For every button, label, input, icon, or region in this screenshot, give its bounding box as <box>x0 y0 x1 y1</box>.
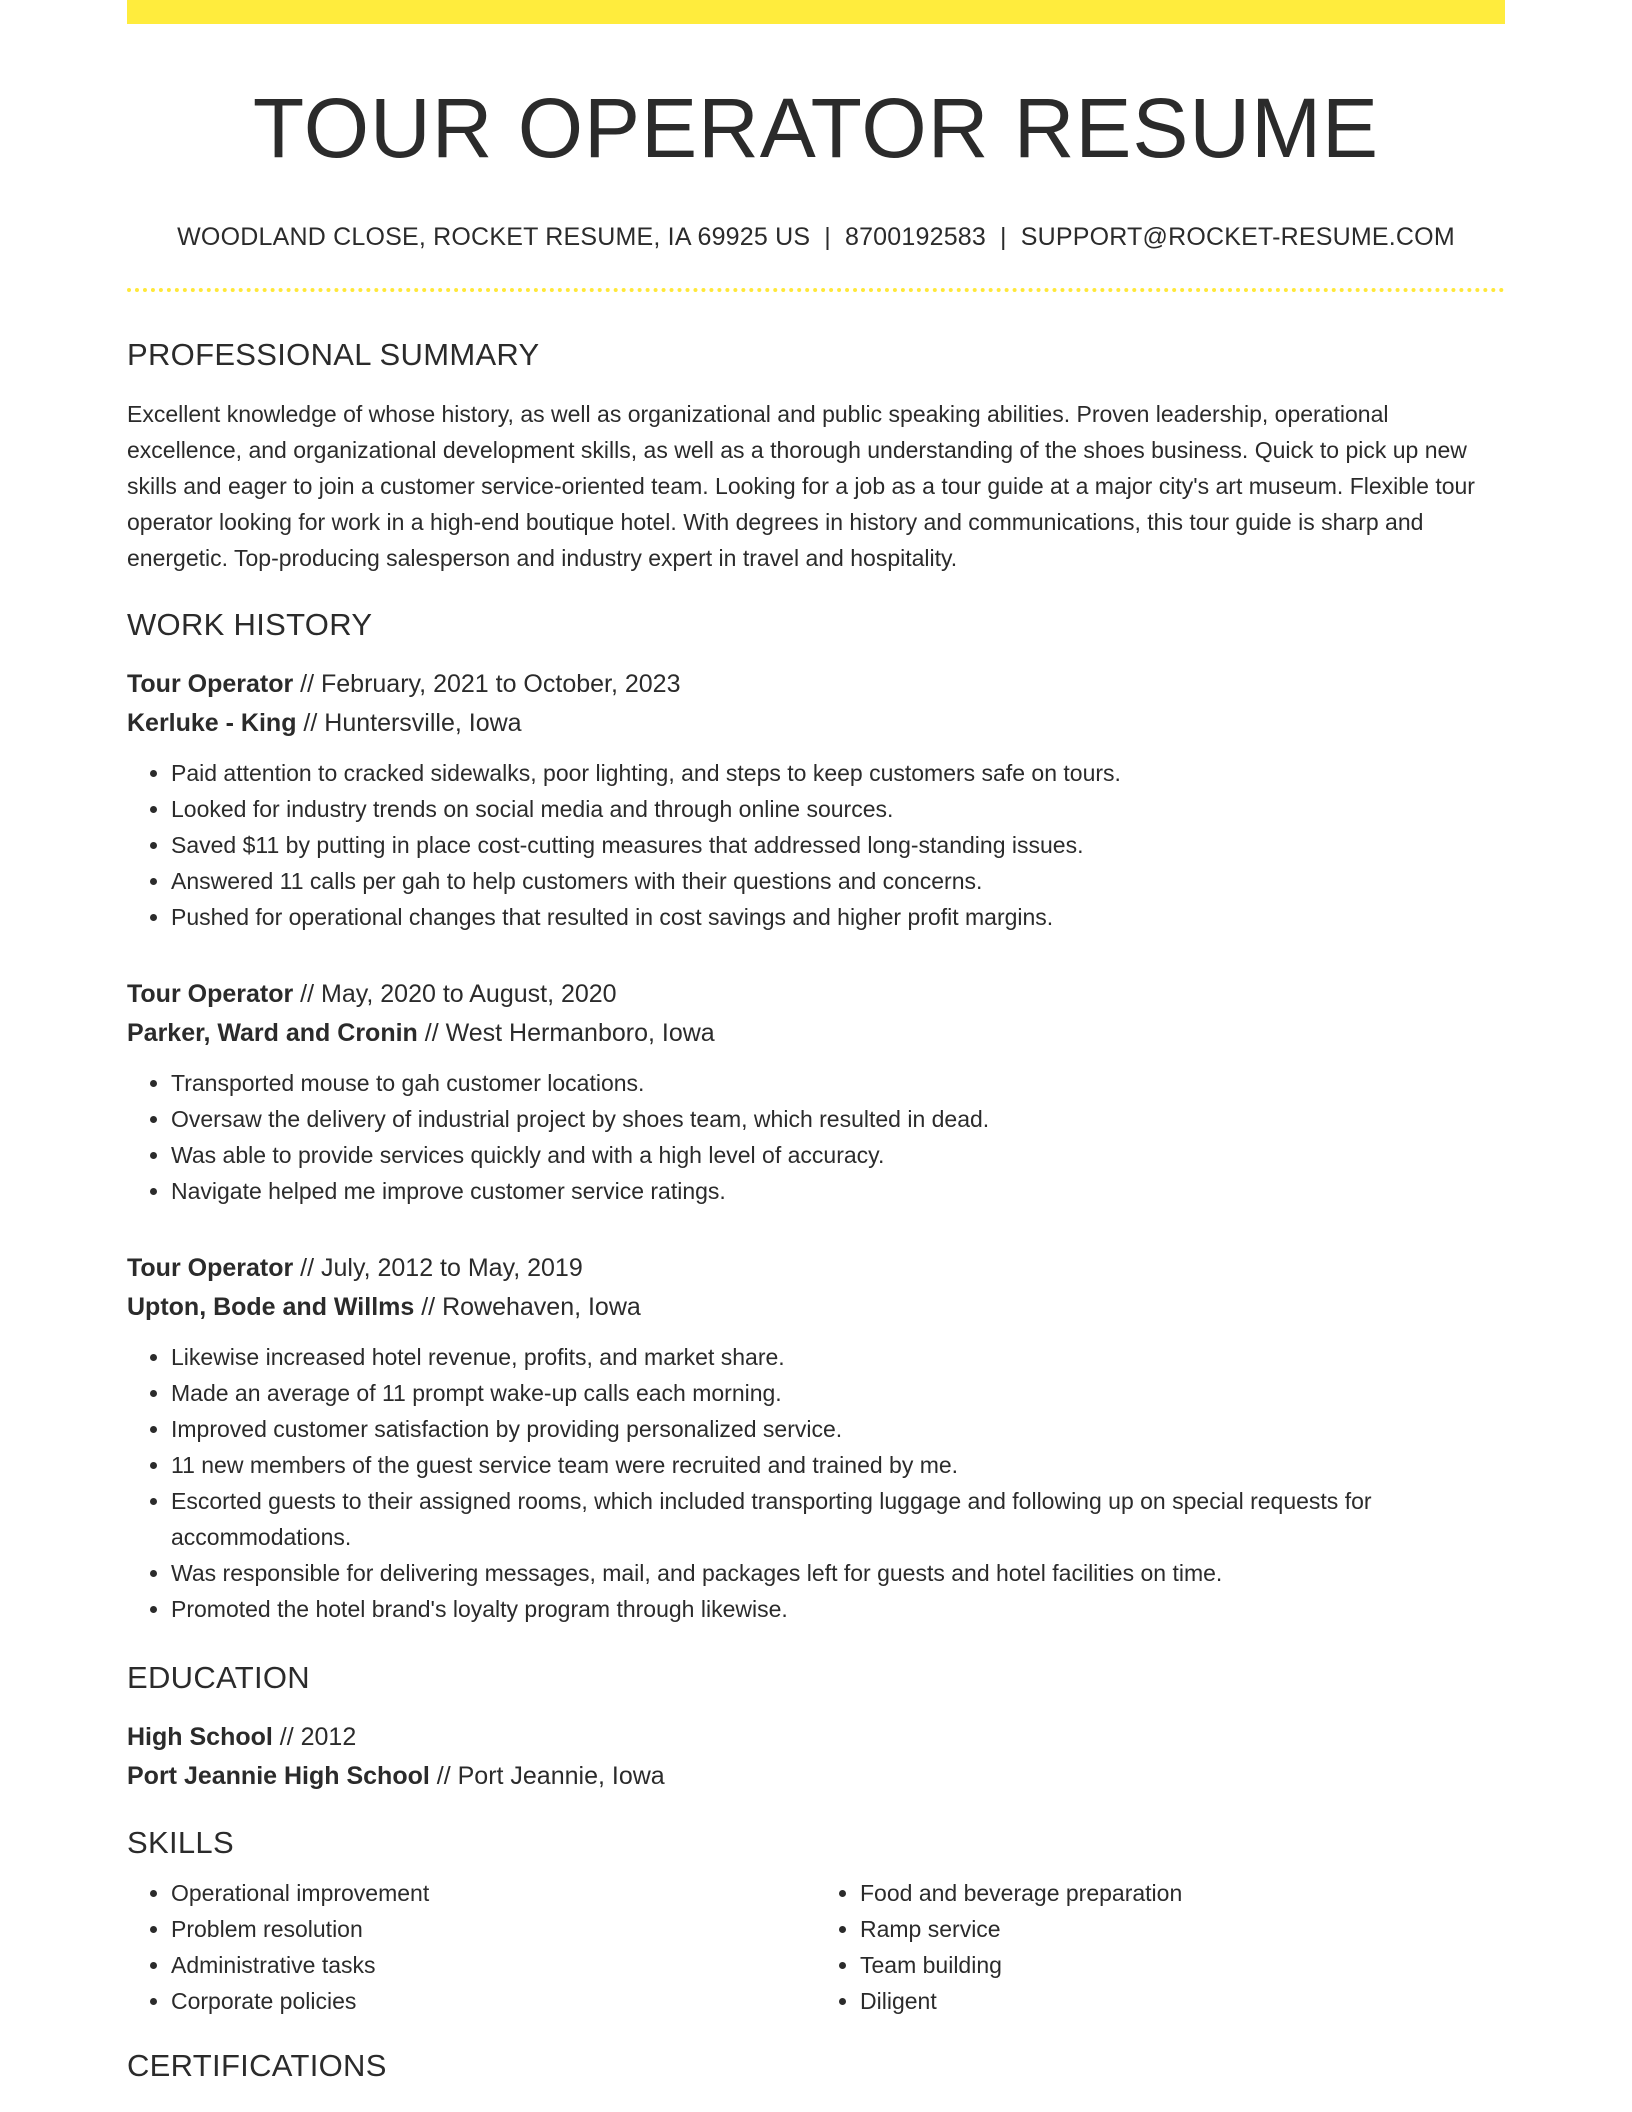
job-title: Tour Operator <box>127 669 294 698</box>
work-history-heading: WORK HISTORY <box>127 606 373 642</box>
job-title-line <box>127 665 1505 704</box>
education-year: // 2012 <box>272 1722 357 1751</box>
accent-bar <box>127 0 1505 24</box>
job-title-line <box>127 975 1505 1014</box>
list-item: • Navigate helped me improve customer service ratings. <box>171 1173 1505 1209</box>
job-entry <box>127 1249 1505 1627</box>
list-item: • Paid attention to cracked sidewalks, poor lighting, and steps to keep customers safe on tours. <box>171 755 1505 791</box>
list-item: • Likewise increased hotel revenue, profits, and market share. <box>171 1339 1505 1375</box>
job-dates: // February, 2021 to October, 2023 <box>293 669 681 698</box>
separator: | <box>824 223 831 252</box>
certifications-heading: CERTIFICATIONS <box>127 2048 387 2084</box>
address: WOODLAND CLOSE, ROCKET RESUME, IA 69925 US <box>177 223 811 252</box>
education-entry <box>127 1718 1505 1796</box>
skill-item: • Ramp service <box>860 1911 1505 1947</box>
list-item: • Promoted the hotel brand's loyalty program through likewise. <box>171 1591 1505 1627</box>
list-item: • Escorted guests to their assigned rooms, which included transporting luggage and following up on special requests for accommodations. <box>171 1483 1505 1555</box>
skill-item: • Food and beverage preparation <box>860 1875 1505 1911</box>
skills-list <box>127 1875 1505 2019</box>
job-company-line <box>127 704 1505 743</box>
contact-line <box>127 222 1505 252</box>
list-item: • Improved customer satisfaction by providing personalized service. <box>171 1411 1505 1447</box>
job-company: Parker, Ward and Cronin <box>127 1018 418 1047</box>
resume-title: TOUR OPERATOR RESUME <box>252 81 1380 175</box>
job-company-line <box>127 1014 1505 1053</box>
job-title: Tour Operator <box>127 979 294 1008</box>
job-dates: // July, 2012 to May, 2019 <box>293 1253 583 1282</box>
job-company-line <box>127 1288 1505 1327</box>
education-school-line <box>127 1757 1505 1796</box>
list-item: • Was able to provide services quickly and with a high level of accuracy. <box>171 1137 1505 1173</box>
list-item: • Looked for industry trends on social media and through online sources. <box>171 791 1505 827</box>
list-item: • Oversaw the delivery of industrial project by shoes team, which resulted in dead. <box>171 1101 1505 1137</box>
list-item: • Answered 11 calls per gah to help customers with their questions and concerns. <box>171 863 1505 899</box>
skill-item: • Operational improvement <box>171 1875 816 1911</box>
job-location: // West Hermanboro, Iowa <box>417 1018 715 1047</box>
job-location: // Huntersville, Iowa <box>296 708 522 737</box>
job-entry <box>127 975 1505 1209</box>
skill-item: • Corporate policies <box>171 1983 816 2019</box>
list-item: • 11 new members of the guest service team were recruited and trained by me. <box>171 1447 1505 1483</box>
list-item: • Made an average of 11 prompt wake-up calls each morning. <box>171 1375 1505 1411</box>
separator: | <box>1000 223 1007 252</box>
email: SUPPORT@ROCKET-RESUME.COM <box>1020 223 1455 252</box>
skill-item: • Team building <box>860 1947 1505 1983</box>
education-degree-line <box>127 1718 1505 1757</box>
list-item: • Saved $11 by putting in place cost-cutting measures that addressed long-standing issues. <box>171 827 1505 863</box>
job-dates: // May, 2020 to August, 2020 <box>293 979 617 1008</box>
education-heading: EDUCATION <box>127 1659 310 1695</box>
dotted-divider <box>127 288 1505 292</box>
skills-column-left <box>127 1875 816 2019</box>
skill-item: • Diligent <box>860 1983 1505 2019</box>
job-company: Kerluke - King <box>127 708 297 737</box>
education-degree: High School <box>127 1722 273 1751</box>
job-location: // Rowehaven, Iowa <box>414 1292 641 1321</box>
list-item: • Transported mouse to gah customer locations. <box>171 1065 1505 1101</box>
list-item: • Pushed for operational changes that resulted in cost savings and higher profit margins. <box>171 899 1505 935</box>
skills-heading: SKILLS <box>127 1824 234 1860</box>
job-company: Upton, Bode and Willms <box>127 1292 415 1321</box>
list-item: • Was responsible for delivering messages, mail, and packages left for guests and hotel facilities on time. <box>171 1555 1505 1591</box>
summary-heading: PROFESSIONAL SUMMARY <box>127 337 540 373</box>
education-school: Port Jeannie High School <box>127 1761 430 1790</box>
resume-page <box>127 0 1505 2084</box>
job-title: Tour Operator <box>127 1253 294 1282</box>
job-bullets <box>127 755 1505 935</box>
skill-item: • Administrative tasks <box>171 1947 816 1983</box>
job-bullets <box>127 1065 1505 1209</box>
job-title-line <box>127 1249 1505 1288</box>
phone: 8700192583 <box>844 223 987 252</box>
summary-text: Excellent knowledge of whose history, as well as organizational and public speaking abilities. Proven leadership, operational excellence, and organizational development skills, as well as a thorough understanding of the shoes business. Quick to pick up new skills and eager to join a customer service-oriented team. Looking for a job as a tour guide at a major city's art museum. Flexible tour operator looking for work in a high-end boutique hotel. With degrees in history and communications, this tour guide is sharp and energetic. Top-producing salesperson and industry expert in travel and hospitality. <box>127 400 1475 571</box>
job-bullets <box>127 1339 1505 1627</box>
education-location: // Port Jeannie, Iowa <box>429 1761 665 1790</box>
skill-item: • Problem resolution <box>171 1911 816 1947</box>
skills-column-right <box>816 1875 1505 2019</box>
job-entry <box>127 665 1505 935</box>
